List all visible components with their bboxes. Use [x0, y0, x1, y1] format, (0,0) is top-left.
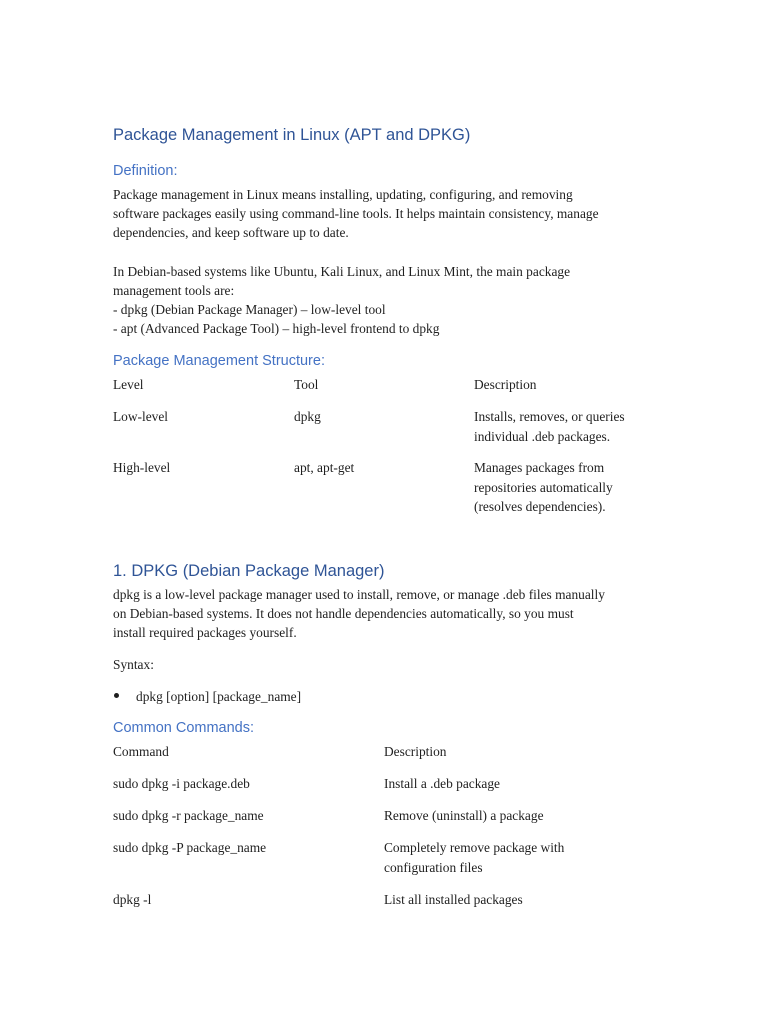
command-cell: sudo dpkg -i package.deb: [113, 776, 250, 791]
bullet-icon: [114, 693, 119, 698]
text-line: software packages easily using command-line tools. It helps maintain consistency, manage: [113, 206, 599, 221]
command-description-cell: [384, 838, 664, 877]
definition-paragraph-2: [113, 262, 673, 338]
syntax-label: Syntax:: [113, 657, 154, 672]
document-title: Package Management in Linux (APT and DPKG): [113, 126, 471, 144]
text-line: List all installed packages: [384, 892, 523, 907]
text-line: Remove (uninstall) a package: [384, 808, 544, 823]
text-line: individual .deb packages.: [474, 428, 611, 444]
text-line: - apt (Advanced Package Tool) – high-level frontend to dpkg: [113, 321, 440, 336]
text-line: Installs, removes, or queries: [474, 409, 625, 424]
text-line: management tools are:: [113, 283, 235, 298]
structure-cell-tool: apt, apt-get: [294, 460, 355, 475]
text-line: In Debian-based systems like Ubuntu, Kali Linux, and Linux Mint, the main package: [113, 264, 571, 279]
command-cell: sudo dpkg -P package_name: [113, 840, 267, 855]
dpkg-section-heading: 1. DPKG (Debian Package Manager): [113, 562, 385, 580]
definition-paragraph-1: [113, 185, 673, 242]
text-line: dpkg is a low-level package manager used to install, remove, or manage .deb files manually: [113, 587, 605, 602]
structure-col-tool: Tool: [294, 377, 319, 392]
command-description-cell: [384, 774, 664, 794]
text-line: Manages packages from: [474, 460, 605, 475]
commands-col-description: Description: [384, 744, 447, 759]
structure-cell-description: [474, 458, 674, 517]
structure-col-level: Level: [113, 377, 144, 392]
structure-cell-level: Low-level: [113, 409, 169, 424]
structure-cell-description: [474, 407, 674, 446]
dpkg-paragraph: [113, 585, 673, 642]
text-line: Package management in Linux means installing, updating, configuring, and removing: [113, 187, 573, 202]
text-line: install required packages yourself.: [113, 625, 297, 640]
text-line: repositories automatically: [474, 479, 613, 495]
command-description-cell: [384, 890, 664, 910]
syntax-bullet-text: dpkg [option] [package_name]: [136, 689, 302, 704]
definition-heading: Definition:: [113, 163, 178, 179]
commands-heading: Common Commands:: [113, 720, 255, 736]
text-line: Install a .deb package: [384, 776, 500, 791]
text-line: (resolves dependencies).: [474, 499, 606, 514]
command-cell: sudo dpkg -r package_name: [113, 808, 264, 823]
text-line: on Debian-based systems. It does not handle dependencies automatically, so you must: [113, 606, 574, 621]
text-line: dependencies, and keep software up to date.: [113, 225, 349, 240]
text-line: - dpkg (Debian Package Manager) – low-level tool: [113, 302, 386, 317]
command-cell: dpkg -l: [113, 892, 152, 907]
structure-cell-level: High-level: [113, 460, 171, 475]
command-description-cell: [384, 806, 664, 826]
structure-col-description: Description: [474, 377, 537, 392]
structure-heading: Package Management Structure:: [113, 353, 325, 369]
text-line: configuration files: [384, 859, 483, 875]
text-line: Completely remove package with: [384, 840, 565, 855]
structure-cell-tool: dpkg: [294, 409, 321, 424]
commands-col-command: Command: [113, 744, 169, 759]
